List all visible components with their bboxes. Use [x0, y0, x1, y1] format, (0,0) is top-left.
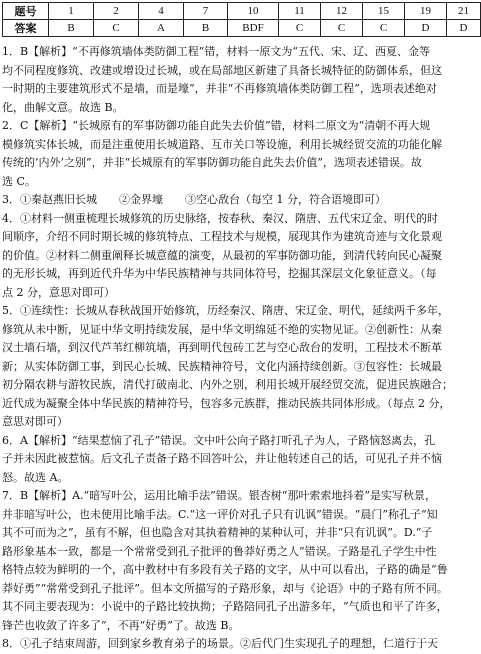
answer-cell: C	[94, 20, 139, 37]
question-number-cell: 21	[447, 3, 481, 20]
answer-item-first-line: 1．B【解析】“不再修筑墙体类防御工程”错，材料一原文为“五代、宋、辽、西夏、金等	[2, 45, 430, 58]
answer-item-line: 意思对即可）	[2, 415, 68, 428]
answer-cell: C	[321, 20, 363, 37]
answer-item-line: 其不同主要表现为：小说中的子路比较执拗；子路陪同孔子出游多年，“气质也和平了许多，	[2, 600, 448, 613]
answer-cell: D	[447, 20, 481, 37]
answer-item-first-line: 6．A【解析】“结果惹恼了孔子”错误。文中叶公向子路打听孔子为人，子路恼怒离去，孔	[2, 433, 436, 447]
answer-item-line: 近代成为凝聚全体中华民族的精神符号，包容多元族群，推动民族共同体形成。（每点 2 分，	[2, 396, 451, 410]
answer-item-line: 路形象基本一致，都是一个常常受到孔子批评的鲁莽好勇之人”错误。子路是孔子学生中性	[2, 544, 437, 558]
answer-item-first-line: 4．①材料一侧重梳理长城修筑的历史脉络，按春秋、秦汉、隋唐、五代宋辽金、明代的时	[2, 211, 438, 225]
answer-item-line: 均不同程度修筑、改建或增设过长城，或在局部地区新建了具备长城特征的防御体系，但这	[2, 63, 442, 77]
explanations	[2, 43, 480, 654]
question-number-row	[3, 3, 481, 20]
answer-item-line: 并非暗写叶公，也未使用比喻手法。C.“这一评价对孔子只有讥讽”错误。“晨门”称孔子“知	[2, 507, 438, 521]
question-number-cell: 12	[321, 3, 363, 20]
answer-item-line: 点 2 分，意思对即可）	[2, 285, 115, 299]
question-number-cell: 4	[139, 3, 184, 20]
answer-cell: BDF	[228, 20, 279, 37]
answer-row	[3, 20, 481, 37]
answer-item-line: 锋芒也收敛了许多了”，不再“好勇”了。故选 B。	[2, 618, 240, 632]
answer-item-first-line: 3．①秦赵燕旧长城 ②金界壕 ③空心敌台（每空 1 分，符合语境即可）	[2, 193, 386, 206]
answer-table	[2, 2, 481, 37]
question-number-cell: 19	[405, 3, 447, 20]
answer-cell: B	[49, 20, 94, 37]
question-number-label: 题号	[3, 3, 49, 20]
answer-item-line: 间顺序，介绍不同时期长城的修筑特点、工程技术与规模，展现其作为建筑奇迹与文化景观	[2, 230, 442, 243]
question-number-cell: 2	[94, 3, 139, 20]
answer-item-line: 汉土墙石墙，到汉代芦苇红柳筑墙，再到明代包砖工艺与空心敌台的发明，工程技术不断革	[2, 341, 442, 354]
answer-item-line: 其不可而为之”，虽有不解，但也隐含对其执着精神的某种认可，并非“只有讥讽”。D.“子	[2, 526, 433, 539]
answer-item-line: 一时期的主要建筑形式不是墙，而是壕”，并非“不再修筑墙体类防御工程”，选项表述绝对	[2, 82, 437, 95]
question-number-cell: 11	[279, 3, 321, 20]
answer-cell: C	[279, 20, 321, 37]
answer-item-line: 新；从实体防御工事，到民心长城、民族精神符号，文化内涵持续创新。③包容性：长城最	[2, 359, 442, 373]
question-number-cell: 1	[49, 3, 94, 20]
answer-item-line: 选 C。	[2, 174, 36, 188]
answer-item-first-line: 7．B【解析】A.“暗写叶公，运用比喻手法”错误。银杏树“那叶索索地抖着”是实写秋景，	[2, 489, 437, 502]
answer-item-line: 修筑从未中断，见证中华文明持续发展，是中华文明绵延不绝的实物见证。②创新性：从秦	[2, 322, 442, 336]
answer-cell: D	[405, 20, 447, 37]
answer-item-line: 初分隔农耕与游牧民族，清代打破南北、内外之别，利用长城开展经贸交流，促进民族融合；	[2, 378, 453, 391]
answer-item-first-line: 2．C【解析】“长城原有的军事防御功能自此失去价值”错，材料二原文为“清朝不再大规	[2, 119, 431, 132]
answer-item-line: 化，曲解文意。故选 B。	[2, 100, 124, 114]
answer-label: 答案	[3, 20, 49, 37]
answer-item-line: 怒。故选 A。	[2, 470, 69, 484]
question-number-cell: 10	[228, 3, 279, 20]
answer-item-line: 的价值。②材料二侧重阐释长城意蕴的演变，从最初的军事防御功能，到清代转向民心凝聚	[2, 248, 442, 262]
answer-item-first-line: 5．①连续性：长城从春秋战国开始修筑，历经秦汉、隋唐、宋辽金、明代，延续两千多年，	[2, 304, 449, 317]
answer-cell: B	[184, 20, 228, 37]
answer-cell: C	[363, 20, 405, 37]
answer-item-line: 子并未因此被惹恼。后文孔子责备子路不回答叶公，并让他转述自己的话，可见孔子并不恼	[2, 452, 442, 465]
answer-item-line: 的无形长城，再到近代升华为中华民族精神与共同体符号，挖掘其深层文化象征意义。（每	[2, 267, 437, 280]
answer-item-first-line: 8．①孔子结束周游，回到家乡教育弟子的场景。②后代门生实现孔子的理想，仁道行于天	[2, 637, 438, 650]
answer-item-line: 模修筑实体长城，而是注重使用长城道路、互市关口等设施，利用长城经贸交流的功能化解	[2, 137, 442, 151]
answer-item-line: 传统的‘内外’之别”，并非“长城原有的军事防御功能自此失去价值”，选项表述错误。故	[2, 156, 422, 169]
answer-item-line: 格特点较为鲜明的一个，高中教材中有多段有关子路的文字，从中可以看出，子路的确是“鲁	[2, 563, 448, 576]
answer-cell: A	[139, 20, 184, 37]
question-number-cell: 7	[184, 3, 228, 20]
question-number-cell: 15	[363, 3, 405, 20]
answer-item-line: 莽好勇”“常常受到孔子批评”。但本文所描写的子路形象，却与《论语》中的子路有所不同。	[2, 581, 448, 595]
